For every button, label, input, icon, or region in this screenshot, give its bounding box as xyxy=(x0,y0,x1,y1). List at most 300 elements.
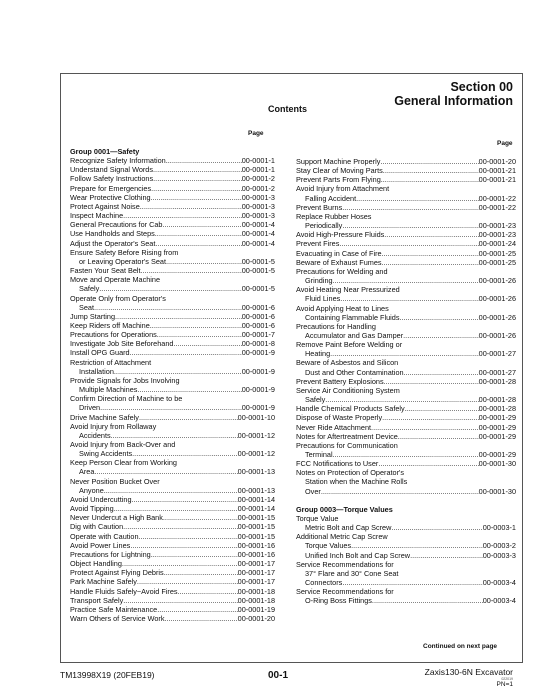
toc-entry[interactable] xyxy=(70,184,275,193)
toc-entry-page: 00-0001-2 xyxy=(241,183,275,193)
toc-entry-page: 00-0001-9 xyxy=(241,385,275,395)
toc-entry[interactable] xyxy=(70,513,275,522)
dot-leader xyxy=(132,449,238,458)
toc-entry-title: Use Handholds and Steps xyxy=(70,229,155,239)
toc-right-column xyxy=(296,157,516,606)
toc-entry[interactable] xyxy=(296,239,516,248)
toc-heading-line: Avoid Injury from Back-Over and xyxy=(70,440,176,449)
toc-entry-title: Seat xyxy=(79,302,95,312)
toc-entry-title: Area xyxy=(79,467,95,477)
toc-heading-line: Avoid Applying Heat to Lines xyxy=(296,303,389,313)
dot-leader xyxy=(339,239,478,248)
toc-entry-title: Inspect Machine xyxy=(70,211,124,221)
dot-leader xyxy=(356,194,479,203)
toc-entry-page: 00-0003-1 xyxy=(482,523,516,533)
toc-entry[interactable] xyxy=(296,194,516,203)
toc-entry[interactable] xyxy=(296,313,516,322)
toc-heading-line: Service Air Conditioning System xyxy=(296,385,400,395)
toc-entry-title: Dust and Other Contamination xyxy=(305,367,404,377)
toc-entry-title: Never Ride Attachment xyxy=(296,422,372,432)
toc-entry[interactable] xyxy=(296,459,516,468)
toc-entry[interactable] xyxy=(296,541,516,550)
toc-entry-page: 00-0001-19 xyxy=(237,604,275,614)
toc-entry[interactable] xyxy=(296,276,516,285)
toc-entry-page: 00-0001-22 xyxy=(478,202,516,212)
toc-heading-line: Provide Signals for Jobs Involving xyxy=(70,375,180,385)
footer-model-name: Zaxis130-6N Excavator xyxy=(424,667,513,677)
toc-entry-page: 00-0001-5 xyxy=(241,256,275,266)
toc-entry[interactable] xyxy=(70,348,275,357)
toc-entry-page: 00-0001-26 xyxy=(478,312,516,322)
dot-leader xyxy=(372,596,483,605)
dot-leader xyxy=(371,423,479,432)
toc-entry-page: 00-0001-22 xyxy=(478,193,516,203)
dot-leader xyxy=(380,157,478,166)
toc-entry[interactable] xyxy=(296,166,516,175)
footer-model xyxy=(425,667,513,688)
toc-entry[interactable] xyxy=(70,568,275,577)
toc-heading-line: Ensure Safety Before Rising from xyxy=(70,247,179,257)
dot-leader xyxy=(166,257,242,266)
toc-entry-page: 00-0001-1 xyxy=(241,165,275,175)
toc-heading-line: Move and Operate Machine xyxy=(70,275,161,285)
dot-leader xyxy=(123,596,237,605)
toc-entry[interactable] xyxy=(70,467,275,476)
toc-entry-title: Torque Values xyxy=(305,541,352,551)
dot-leader xyxy=(99,284,241,293)
dot-leader xyxy=(330,349,479,358)
toc-entry[interactable] xyxy=(296,551,516,560)
toc-entry-page: 00-0001-23 xyxy=(478,221,516,231)
toc-entry-title: FCC Notifications to User xyxy=(296,459,379,469)
toc-entry[interactable] xyxy=(70,165,275,174)
toc-entry-page: 00-0001-4 xyxy=(241,220,275,230)
toc-entry[interactable] xyxy=(70,577,275,586)
toc-entry[interactable] xyxy=(296,249,516,258)
toc-entry[interactable] xyxy=(70,156,275,165)
toc-entry-page: 00-0001-6 xyxy=(241,320,275,330)
toc-entry-title: Prepare for Emergencies xyxy=(70,183,152,193)
dot-leader xyxy=(163,513,238,522)
right-page-label: Page xyxy=(497,140,513,147)
toc-entry-page: 00-0001-18 xyxy=(237,586,275,596)
dot-leader xyxy=(383,166,479,175)
toc-entry-page: 00-0001-9 xyxy=(241,403,275,413)
dot-leader xyxy=(164,614,237,623)
toc-heading-line: Station when the Machine Rolls xyxy=(305,477,408,487)
dot-leader xyxy=(384,230,478,239)
dot-leader xyxy=(123,522,238,531)
toc-entry[interactable] xyxy=(296,331,516,340)
toc-entry-title: Precautions for Operations xyxy=(70,330,157,340)
dot-leader xyxy=(139,413,238,422)
spacer xyxy=(296,496,516,505)
toc-entry-title: Wear Protective Clothing xyxy=(70,192,151,202)
toc-entry-page: 00-0003-4 xyxy=(482,596,516,606)
toc-entry-page: 00-0001-1 xyxy=(241,156,275,166)
toc-entry-page: 00-0001-3 xyxy=(241,192,275,202)
toc-entry-title: Installation xyxy=(79,366,114,376)
toc-entry-title: Dispose of Waste Properly xyxy=(296,413,383,423)
toc-entry[interactable] xyxy=(70,541,275,550)
toc-entry-title: O-Ring Boss Fittings xyxy=(305,596,372,606)
toc-heading-line: 37° Flare and 30° Cone Seat xyxy=(305,568,399,578)
toc-entry[interactable] xyxy=(296,175,516,184)
toc-entry-page: 00-0003-4 xyxy=(482,578,516,588)
toc-heading-line: Beware of Asbestos and Silicon xyxy=(296,358,399,368)
toc-entry[interactable] xyxy=(70,431,275,440)
toc-entry[interactable] xyxy=(296,596,516,605)
toc-entry-page: 00-0001-5 xyxy=(241,284,275,294)
section-number: Section 00 xyxy=(450,80,513,94)
dot-leader xyxy=(137,385,241,394)
toc-entry-title: Handle Chemical Products Safely xyxy=(296,404,405,414)
dot-leader xyxy=(157,605,237,614)
toc-entry-title: Unified Inch Bolt and Cap Screw xyxy=(305,550,411,560)
footer-date-code: 022019 xyxy=(501,677,513,681)
toc-entry[interactable] xyxy=(70,321,275,330)
toc-entry-page: 00-0001-25 xyxy=(478,248,516,258)
toc-entry-page: 00-0001-24 xyxy=(478,239,516,249)
dot-leader xyxy=(391,523,482,532)
dot-leader xyxy=(139,532,238,541)
toc-entry-title: Stay Clear of Moving Parts xyxy=(296,166,383,176)
toc-entry[interactable] xyxy=(70,522,275,531)
toc-entry[interactable] xyxy=(296,203,516,212)
toc-entry[interactable] xyxy=(70,550,275,559)
toc-entry[interactable] xyxy=(70,211,275,220)
toc-entry[interactable] xyxy=(70,239,275,248)
toc-entry[interactable] xyxy=(70,504,275,513)
toc-entry[interactable] xyxy=(296,450,516,459)
toc-entry-title: Install OPG Guard xyxy=(70,348,130,358)
dot-leader xyxy=(166,156,242,165)
toc-entry-title: Beware of Exhaust Fumes xyxy=(296,257,382,267)
toc-entry[interactable] xyxy=(296,377,516,386)
toc-entry[interactable] xyxy=(296,413,516,422)
dot-leader xyxy=(164,568,238,577)
dot-leader xyxy=(398,432,479,441)
toc-entry-title: Protect Against Noise xyxy=(70,201,140,211)
toc-entry-title: Grinding xyxy=(305,276,333,286)
toc-entry-title: Evacuating in Case of Fire xyxy=(296,248,382,258)
toc-entry-title: Investigate Job Site Beforehand xyxy=(70,339,174,349)
dot-leader xyxy=(114,367,242,376)
dot-leader xyxy=(151,193,242,202)
toc-entry-title: Drive Machine Safely xyxy=(70,412,139,422)
toc-entry-page: 00-0001-30 xyxy=(478,459,516,469)
toc-entry[interactable] xyxy=(70,596,275,605)
toc-entry-page: 00-0001-17 xyxy=(237,559,275,569)
section-title: General Information xyxy=(394,94,513,108)
toc-entry-page: 00-0001-4 xyxy=(241,238,275,248)
toc-entry-title: Connectors xyxy=(305,578,343,588)
toc-entry-page: 00-0001-21 xyxy=(478,166,516,176)
toc-entry-title: Prevent Parts From Flying xyxy=(296,175,381,185)
toc-entry[interactable] xyxy=(296,432,516,441)
toc-entry[interactable] xyxy=(70,284,275,293)
dot-leader xyxy=(342,221,478,230)
toc-heading-line: Replace Rubber Hoses xyxy=(296,211,372,221)
toc-entry[interactable] xyxy=(296,404,516,413)
dot-leader xyxy=(173,339,241,348)
dot-leader xyxy=(384,377,479,386)
toc-entry-page: 00-0001-28 xyxy=(478,404,516,414)
toc-left-column xyxy=(70,147,275,623)
toc-entry-page: 00-0001-12 xyxy=(237,430,275,440)
toc-entry-page: 00-0001-25 xyxy=(478,257,516,267)
toc-entry-page: 00-0001-15 xyxy=(237,522,275,532)
toc-entry-title: Metric Bolt and Cap Screw xyxy=(305,523,392,533)
toc-entry-title: Practice Safe Maintenance xyxy=(70,604,158,614)
toc-entry-page: 00-0001-3 xyxy=(241,211,275,221)
toc-entry-page: 00-0001-5 xyxy=(241,266,275,276)
toc-entry-page: 00-0001-8 xyxy=(241,339,275,349)
toc-heading-line: Notes on Protection of Operator's xyxy=(296,468,405,478)
dot-leader xyxy=(151,550,238,559)
dot-leader xyxy=(404,368,479,377)
toc-entry-page: 00-0001-23 xyxy=(478,230,516,240)
dot-leader xyxy=(94,303,242,312)
dot-leader xyxy=(351,541,483,550)
toc-entry-page: 00-0001-26 xyxy=(478,276,516,286)
dot-leader xyxy=(137,577,238,586)
toc-entry[interactable] xyxy=(70,449,275,458)
toc-heading-line: Avoid Injury from Rollaway xyxy=(70,421,157,431)
left-page-label: Page xyxy=(248,130,264,137)
toc-heading-line: Avoid Injury from Attachment xyxy=(296,184,390,194)
toc-entry-title: or Leaving Operator's Seat xyxy=(79,256,166,266)
toc-entry[interactable] xyxy=(70,303,275,312)
toc-entry-title: Transport Safely xyxy=(70,595,124,605)
dot-leader xyxy=(151,184,242,193)
toc-entry-page: 00-0001-26 xyxy=(478,294,516,304)
toc-entry-title: Terminal xyxy=(305,450,333,459)
toc-entry-title: Avoid Power Lines xyxy=(70,540,131,550)
toc-entry-page: 00-0001-14 xyxy=(237,504,275,514)
dot-leader xyxy=(325,395,478,404)
toc-entry[interactable] xyxy=(70,174,275,183)
toc-entry[interactable] xyxy=(296,230,516,239)
toc-entry-page: 00-0001-29 xyxy=(478,450,516,459)
toc-entry-title: Notes for Aftertreatment Device xyxy=(296,431,398,441)
toc-entry[interactable] xyxy=(296,294,516,303)
toc-entry-page: 00-0001-9 xyxy=(241,366,275,376)
toc-entry-page: 00-0001-17 xyxy=(237,577,275,587)
dot-leader xyxy=(405,404,479,413)
dot-leader xyxy=(153,165,242,174)
toc-entry-page: 00-0001-29 xyxy=(478,413,516,423)
toc-entry-page: 00-0001-29 xyxy=(478,422,516,432)
toc-entry-page: 00-0001-20 xyxy=(237,613,275,623)
toc-heading-line: Confirm Direction of Machine to be xyxy=(70,394,183,404)
toc-entry-title: Protect Against Flying Debris xyxy=(70,568,164,578)
dot-leader xyxy=(150,321,242,330)
dot-leader xyxy=(342,578,482,587)
toc-entry-page: 00-0001-15 xyxy=(237,531,275,541)
dot-leader xyxy=(111,431,238,440)
toc-entry[interactable] xyxy=(296,349,516,358)
toc-entry-page: 00-0001-30 xyxy=(478,486,516,496)
toc-entry[interactable] xyxy=(296,368,516,377)
toc-entry-title: Never Undercut a High Bank xyxy=(70,513,163,523)
toc-entry[interactable] xyxy=(70,559,275,568)
toc-entry[interactable] xyxy=(296,578,516,587)
dot-leader xyxy=(94,467,237,476)
toc-entry-title: Recognize Safety Information xyxy=(70,156,166,166)
toc-entry-title: Safely xyxy=(79,284,100,294)
toc-heading-line: Avoid Heating Near Pressurized xyxy=(296,285,400,295)
toc-entry[interactable] xyxy=(70,532,275,541)
toc-entry-title: Prevent Burns xyxy=(296,202,343,212)
toc-entry-page: 00-0001-9 xyxy=(241,348,275,358)
toc-entry-page: 00-0001-17 xyxy=(237,568,275,578)
toc-entry-page: 00-0001-3 xyxy=(241,201,275,211)
toc-entry-title: Keep Riders off Machine xyxy=(70,320,150,330)
toc-entry-page: 00-0001-29 xyxy=(478,431,516,441)
toc-entry-page: 00-0003-2 xyxy=(482,541,516,551)
dot-leader xyxy=(378,459,478,468)
toc-entry[interactable] xyxy=(70,403,275,412)
dot-leader xyxy=(333,276,479,285)
toc-entry-page: 00-0001-28 xyxy=(478,376,516,386)
toc-heading-line: Precautions for Communication xyxy=(296,440,398,450)
toc-entry-title: Periodically xyxy=(305,221,343,231)
toc-entry[interactable] xyxy=(70,367,275,376)
toc-entry-page: 00-0001-21 xyxy=(478,175,516,185)
toc-entry-title: Anyone xyxy=(79,485,104,495)
toc-entry[interactable] xyxy=(296,487,516,496)
dot-leader xyxy=(155,239,241,248)
toc-entry[interactable] xyxy=(70,495,275,504)
toc-entry-page: 00-0001-4 xyxy=(241,229,275,239)
toc-entry-title: Driven xyxy=(79,403,101,413)
toc-entry[interactable] xyxy=(70,229,275,238)
toc-entry-page: 00-0001-7 xyxy=(241,330,275,340)
toc-entry[interactable] xyxy=(70,413,275,422)
toc-entry-title: Falling Accident xyxy=(305,193,357,203)
toc-entry-title: Warn Others of Service Work xyxy=(70,613,165,623)
dot-leader xyxy=(122,559,238,568)
toc-entry-title: Precautions for Lightning xyxy=(70,549,151,559)
toc-heading-line: Remove Paint Before Welding or xyxy=(296,340,403,350)
dot-leader xyxy=(403,331,479,340)
dot-leader xyxy=(382,249,479,258)
dot-leader xyxy=(153,174,242,183)
toc-entry-title: Containing Flammable Fluids xyxy=(305,312,400,322)
continued-note: Continued on next page xyxy=(423,643,498,650)
toc-entry-title: Prevent Battery Explosions xyxy=(296,376,384,386)
toc-entry[interactable] xyxy=(70,385,275,394)
footer-page-number: 00-1 xyxy=(268,670,289,681)
toc-entry-title: Avoid High-Pressure Fluids xyxy=(296,230,385,240)
toc-entry-title: Over xyxy=(305,486,321,496)
toc-entry-title: Understand Signal Words xyxy=(70,165,154,175)
toc-entry-page: 00-0001-6 xyxy=(241,311,275,321)
toc-entry[interactable] xyxy=(296,423,516,432)
toc-entry[interactable] xyxy=(70,330,275,339)
toc-heading-line: Operate Only from Operator's xyxy=(70,293,166,303)
footer-pn: PN=1 xyxy=(496,681,513,688)
toc-entry[interactable] xyxy=(70,339,275,348)
toc-entry-page: 00-0001-18 xyxy=(237,595,275,605)
toc-entry[interactable] xyxy=(70,193,275,202)
toc-entry-page: 00-0001-13 xyxy=(237,485,275,495)
toc-entry-page: 00-0001-16 xyxy=(237,549,275,559)
dot-leader xyxy=(155,229,242,238)
dot-leader xyxy=(321,487,479,496)
toc-entry[interactable] xyxy=(296,523,516,532)
toc-entry[interactable] xyxy=(70,257,275,266)
toc-entry[interactable] xyxy=(296,157,516,166)
toc-entry-page: 00-0001-14 xyxy=(237,494,275,504)
toc-entry-title: General Precautions for Cab xyxy=(70,220,163,230)
toc-entry[interactable] xyxy=(70,312,275,321)
dot-leader xyxy=(104,486,238,495)
toc-entry[interactable] xyxy=(296,395,516,404)
group-heading: Group 0001—Safety xyxy=(70,147,140,156)
toc-entry[interactable] xyxy=(70,587,275,596)
toc-entry-title: Jump Starting xyxy=(70,311,116,321)
toc-entry-title: Avoid Tipping xyxy=(70,504,114,514)
toc-entry[interactable] xyxy=(70,266,275,275)
dot-leader xyxy=(342,203,478,212)
toc-heading-line: Torque Value xyxy=(296,513,339,523)
toc-entry[interactable] xyxy=(70,614,275,623)
toc-entry[interactable] xyxy=(70,486,275,495)
toc-entry[interactable] xyxy=(296,258,516,267)
toc-entry-page: 00-0001-20 xyxy=(478,157,516,166)
toc-heading-line: Additional Metric Cap Screw xyxy=(296,532,388,542)
toc-entry-title: Follow Safety Instructions xyxy=(70,174,154,184)
toc-heading-line: Keep Person Clear from Working xyxy=(70,458,177,468)
toc-entry[interactable] xyxy=(70,220,275,229)
dot-leader xyxy=(114,504,238,513)
toc-entry-page: 00-0001-16 xyxy=(237,540,275,550)
toc-entry[interactable] xyxy=(296,221,516,230)
dot-leader xyxy=(340,294,478,303)
toc-entry-title: Operate with Caution xyxy=(70,531,139,541)
toc-entry-page: 00-0001-26 xyxy=(478,330,516,340)
toc-heading-line: Precautions for Handling xyxy=(296,321,376,331)
toc-heading-line: Never Position Bucket Over xyxy=(70,476,160,486)
toc-entry-title: Handle Fluids Safely−Avoid Fires xyxy=(70,586,178,596)
toc-heading-line: Service Recommendations for xyxy=(296,587,394,597)
toc-entry-title: Accidents xyxy=(79,430,111,440)
toc-entry[interactable] xyxy=(70,605,275,614)
toc-entry[interactable] xyxy=(70,202,275,211)
toc-entry-title: Fasten Your Seat Belt xyxy=(70,266,141,276)
toc-entry-page: 00-0001-2 xyxy=(241,174,275,184)
dot-leader xyxy=(132,495,238,504)
dot-leader xyxy=(382,413,479,422)
toc-entry-title: Prevent Fires xyxy=(296,239,340,249)
toc-entry-title: Safely xyxy=(305,395,326,405)
toc-heading-line: Restriction of Attachment xyxy=(70,357,152,367)
dot-leader xyxy=(381,175,479,184)
toc-entry-title: Heating xyxy=(305,349,331,359)
dot-leader xyxy=(333,450,479,459)
toc-entry-page: 00-0001-12 xyxy=(237,449,275,459)
dot-leader xyxy=(140,202,242,211)
group-heading: Group 0003—Torque Values xyxy=(296,504,393,514)
dot-leader xyxy=(115,312,242,321)
toc-entry-title: Object Handling xyxy=(70,559,122,569)
toc-entry-title: Avoid Undercutting xyxy=(70,494,132,504)
toc-entry-page: 00-0001-15 xyxy=(237,513,275,523)
dot-leader xyxy=(141,266,242,275)
dot-leader xyxy=(178,587,238,596)
